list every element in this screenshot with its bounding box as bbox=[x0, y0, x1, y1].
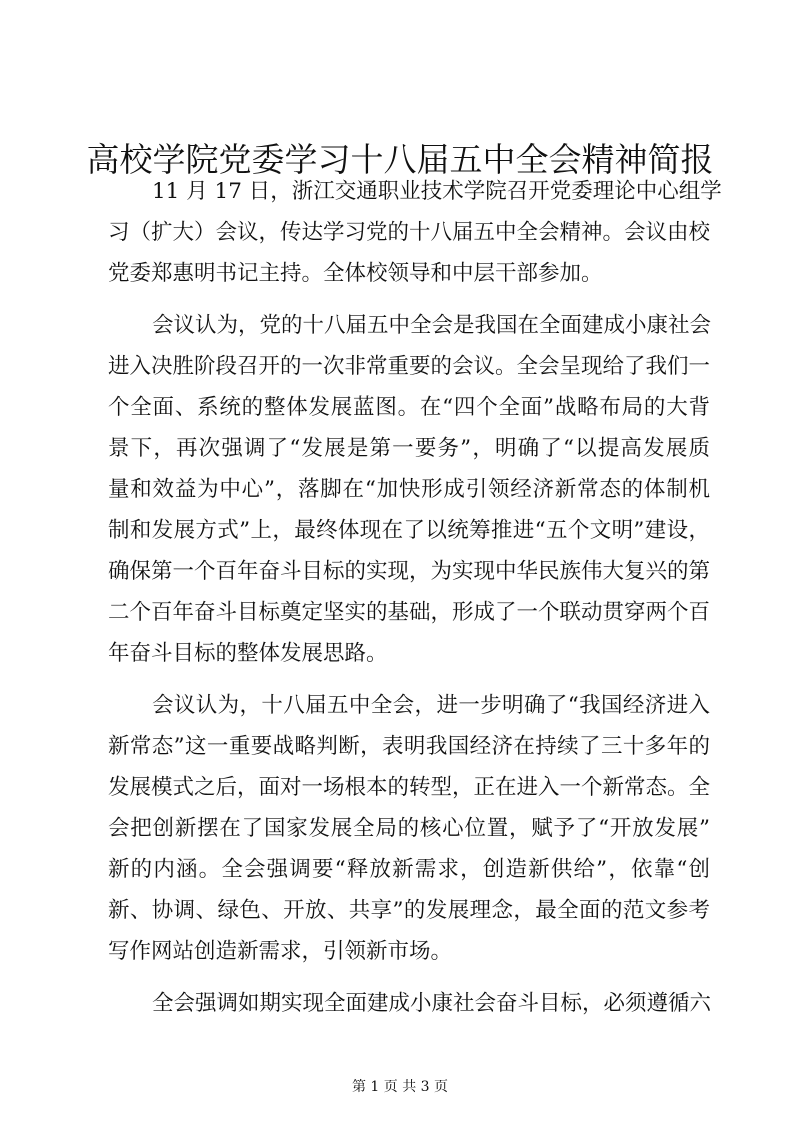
text-line: 11 月 17 日，浙江交通职业技术学院召开党委理论中心组学 bbox=[152, 179, 722, 204]
text-line: 写作网站创造新需求，引领新市场。 bbox=[108, 939, 453, 964]
paragraph bbox=[108, 171, 722, 294]
paragraph bbox=[108, 685, 710, 972]
text-line: 新常态”这一重要战略判断，表明我国经济在持续了三十多年的 bbox=[108, 734, 710, 759]
text-line: 全会强调如期实现全面建成小康社会奋斗目标，必须遵循六 bbox=[152, 991, 712, 1016]
text-line: 制和发展方式”上，最终体现在了以统筹推进“五个文明”建设， bbox=[108, 518, 710, 543]
paragraph bbox=[108, 305, 710, 674]
text-line: 党委郑惠明书记主持。全体校领导和中层干部参加。 bbox=[108, 261, 603, 286]
text-line: 会议认为，党的十八届五中全会是我国在全面建成小康社会 bbox=[152, 313, 712, 338]
text-line: 会把创新摆在了国家发展全局的核心位置，赋予了“开放发展” bbox=[108, 816, 710, 841]
text-line: 进入决胜阶段召开的一次非常重要的会议。全会呈现给了我们一 bbox=[108, 354, 711, 379]
page-footer: 第 1 页 共 3 页 bbox=[351, 1079, 449, 1095]
text-line: 个全面、系统的整体发展蓝图。在“四个全面”战略布局的大背 bbox=[108, 395, 710, 420]
document-body bbox=[108, 171, 722, 1024]
paragraph bbox=[108, 983, 710, 1024]
text-line: 新、协调、绿色、开放、共享”的发展理念，最全面的范文参考 bbox=[108, 898, 710, 923]
text-line: 量和效益为中心”，落脚在“加快形成引领经济新常态的体制机 bbox=[108, 477, 710, 502]
text-line: 习（扩大）会议，传达学习党的十八届五中全会精神。会议由校 bbox=[108, 220, 711, 245]
text-line: 发展模式之后，面对一场根本的转型，正在进入一个新常态。全 bbox=[108, 775, 711, 800]
text-line: 二个百年奋斗目标奠定坚实的基础，形成了一个联动贯穿两个百 bbox=[108, 600, 711, 625]
text-line: 景下，再次强调了“发展是第一要务”，明确了“以提高发展质 bbox=[108, 436, 710, 461]
text-line: 会议认为，十八届五中全会，进一步明确了“我国经济进入 bbox=[152, 693, 710, 718]
document-title: 高校学院党委学习十八届五中全会精神简报 bbox=[86, 140, 714, 179]
text-line: 年奋斗目标的整体发展思路。 bbox=[108, 641, 388, 666]
text-line: 新的内涵。全会强调要“释放新需求，创造新供给”，依靠“创 bbox=[108, 857, 710, 882]
text-line: 确保第一个百年奋斗目标的实现，为实现中华民族伟大复兴的第 bbox=[108, 559, 711, 584]
